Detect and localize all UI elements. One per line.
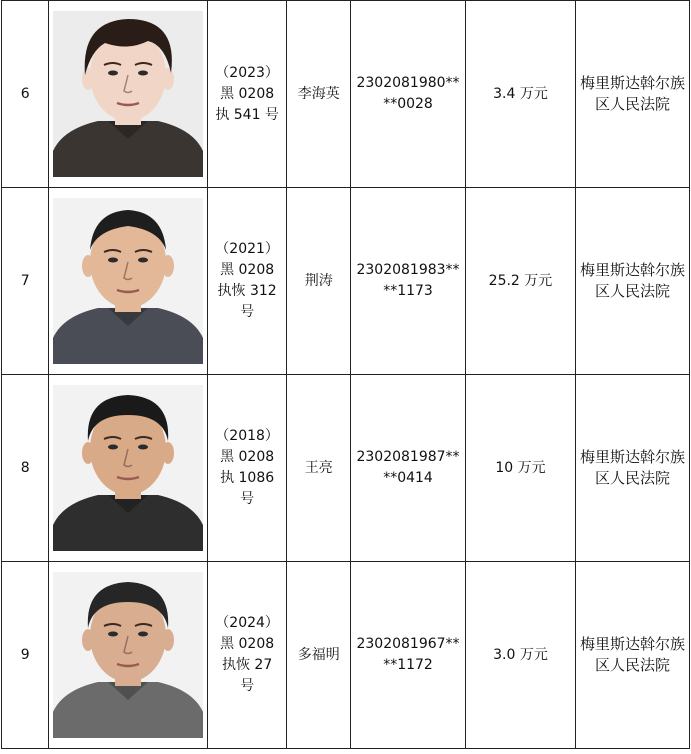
court-name: 梅里斯达斡尔族区人民法院 (575, 1, 689, 188)
person-name: 多福明 (287, 562, 351, 749)
row-number: 6 (2, 1, 49, 188)
debtor-table (1, 0, 690, 749)
id-number: 2302081983** **1173 (351, 188, 466, 375)
portrait-eye (108, 632, 118, 637)
photo-cell (49, 375, 207, 562)
person-name: 李海英 (287, 1, 351, 188)
portrait-eye (138, 632, 148, 637)
row-number: 7 (2, 188, 49, 375)
male-portrait (53, 572, 203, 738)
portrait-eye (138, 445, 148, 450)
male-portrait (53, 198, 203, 364)
id-number: 2302081980** **0028 (351, 1, 466, 188)
person-name: 王亮 (287, 375, 351, 562)
female-portrait (53, 11, 203, 177)
case-number: （2018） 黑 0208 执 1086 号 (207, 375, 287, 562)
court-name: 梅里斯达斡尔族区人民法院 (575, 375, 689, 562)
portrait-eye (108, 445, 118, 450)
table-row (2, 1, 690, 188)
case-number: （2024） 黑 0208 执恢 27 号 (207, 562, 287, 749)
photo-cell (49, 188, 207, 375)
portrait-eye (108, 258, 118, 263)
portrait-eye (138, 71, 148, 76)
photo-cell (49, 1, 207, 188)
id-number: 2302081967** **1172 (351, 562, 466, 749)
portrait-eye (138, 258, 148, 263)
id-number: 2302081987** **0414 (351, 375, 466, 562)
owed-amount: 25.2 万元 (466, 188, 576, 375)
case-number: （2023） 黑 0208 执 541 号 (207, 1, 287, 188)
portrait-eye (108, 71, 118, 76)
court-name: 梅里斯达斡尔族区人民法院 (575, 562, 689, 749)
table-row (2, 375, 690, 562)
owed-amount: 10 万元 (466, 375, 576, 562)
case-number: （2021） 黑 0208 执恢 312 号 (207, 188, 287, 375)
table-row (2, 562, 690, 749)
male-portrait (53, 385, 203, 551)
debtor-table-body (2, 1, 690, 749)
owed-amount: 3.0 万元 (466, 562, 576, 749)
court-name: 梅里斯达斡尔族区人民法院 (575, 188, 689, 375)
row-number: 9 (2, 562, 49, 749)
table-row (2, 188, 690, 375)
row-number: 8 (2, 375, 49, 562)
owed-amount: 3.4 万元 (466, 1, 576, 188)
photo-cell (49, 562, 207, 749)
person-name: 荆涛 (287, 188, 351, 375)
